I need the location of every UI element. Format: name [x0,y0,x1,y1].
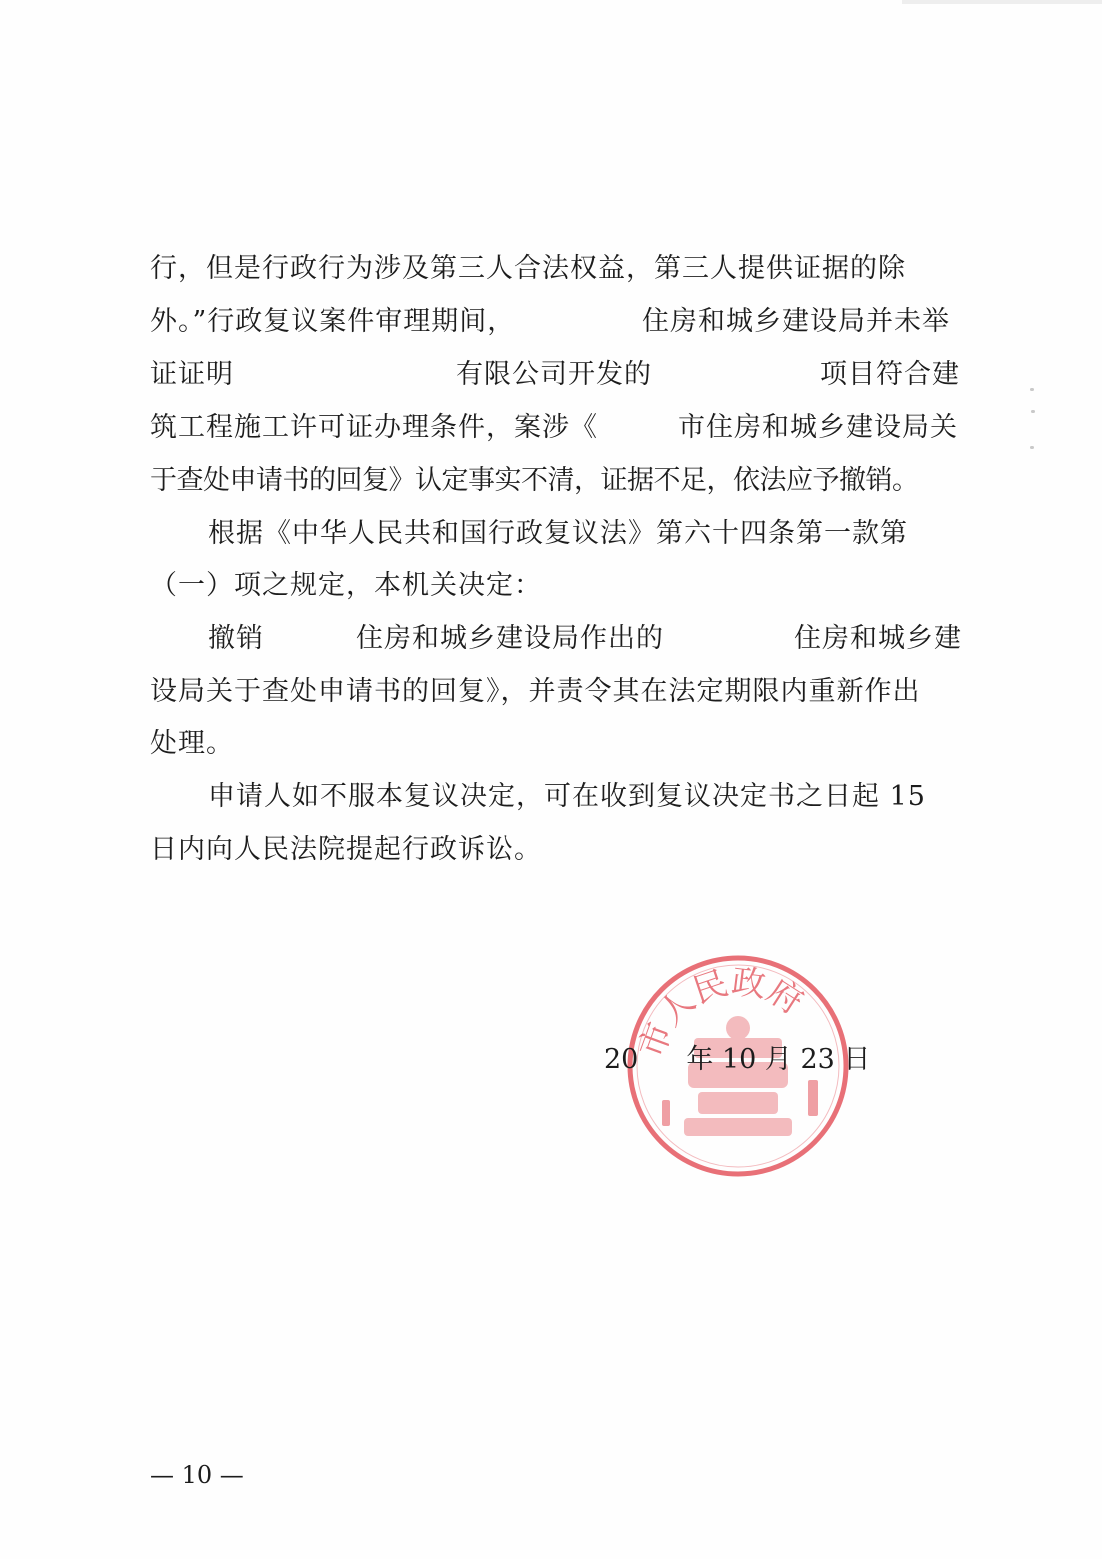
line-9-text: 设局关于查处申请书的回复》，并责令其在法定期限内重新作出 [150,676,921,707]
body-line-5 [150,461,970,501]
seal-text: 市人民政府 [631,961,811,1064]
scan-edge [902,0,1102,4]
body-line-3 [150,355,970,395]
signing-date [604,1040,870,1080]
scan-specks [1028,380,1038,460]
body-line-4 [150,408,970,448]
line-4-part-2: 市住房和城乡建设局关 [678,412,958,443]
line-5-text: 于查处申请书的回复》认定事实不清，证据不足，依法应予撤销。 [150,465,919,496]
line-2-part-1: 外。”行政复议案件审理期间， [150,306,516,337]
body-line-10 [150,724,970,764]
line-6-text: 根据《中华人民共和国行政复议法》第六十四条第一款第 [208,518,908,549]
body-line-1 [150,249,970,289]
line-1-text: 行，但是行政行为涉及第三人合法权益，第三人提供证据的除 [150,253,906,284]
line-11-text: 申请人如不服本复议决定，可在收到复议决定书之日起 15 [208,781,926,812]
body-line-12 [150,830,970,870]
line-8-part-2: 住房和城乡建设局作出的 [356,623,664,654]
line-2-part-2: 住房和城乡建设局并未举 [642,306,950,337]
line-12-text: 日内向人民法院提起行政诉讼。 [150,834,542,865]
body-line-2 [150,302,970,342]
line-3-part-1: 证证明 [150,359,234,390]
line-8-part-3: 住房和城乡建 [794,623,962,654]
page-number: — 10 — [150,1461,244,1489]
line-10-text: 处理。 [150,728,234,759]
line-8-part-1: 撤销 [208,623,264,654]
line-3-part-3: 项目符合建 [820,359,960,390]
body-line-9 [150,672,970,712]
line-7-text: （一）项之规定，本机关决定： [150,570,542,601]
date-month-day: 年 10 月 23 日 [686,1044,871,1075]
line-4-part-1: 筑工程施工许可证办理条件，案涉《 [150,412,598,443]
body-line-6 [208,514,970,554]
body-line-7 [150,566,970,606]
body-line-11 [208,777,970,817]
line-3-part-2: 有限公司开发的 [456,359,652,390]
date-year: 20 [604,1044,639,1075]
body-line-8 [208,619,970,659]
